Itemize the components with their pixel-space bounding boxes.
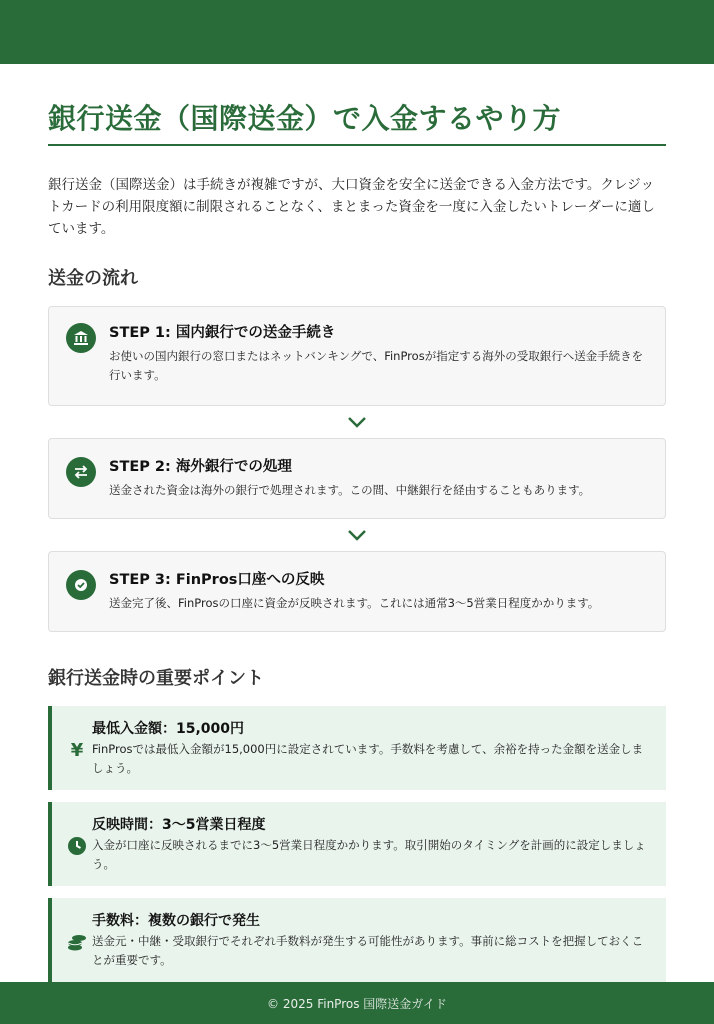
- step-title: STEP 1: 国内銀行での送金手続き: [109, 325, 336, 341]
- point-title: 反映時間：3〜5営業日程度: [92, 817, 266, 833]
- coins-icon: [66, 931, 88, 953]
- point-fees: [48, 898, 666, 982]
- flow-heading: 送金の流れ: [48, 268, 138, 289]
- step-card-3: [48, 551, 666, 632]
- step-title: STEP 2: 海外銀行での処理: [109, 459, 292, 475]
- footer: [0, 982, 714, 1024]
- step-card-2: [48, 438, 666, 519]
- footer-text: © 2025 FinPros 国際送金ガイド: [267, 996, 447, 1011]
- page-title: 銀行送金（国際送金）で入金するやり方: [48, 102, 562, 135]
- yen-icon: ¥: [70, 739, 84, 761]
- point-title: 手数料：複数の銀行で発生: [92, 913, 260, 929]
- chevron-down-icon: [48, 406, 666, 438]
- point-description: FinProsでは最低入金額が15,000円に設定されています。手数料を考慮して、余裕を持った金額を送金しましょう。: [92, 742, 644, 775]
- step-description: 送金完了後、FinProsの口座に資金が反映されます。これには通常3〜5営業日程度かかります。: [109, 596, 600, 610]
- point-minimum-deposit: [48, 706, 666, 790]
- step-list: [48, 306, 666, 632]
- points-heading: 銀行送金時の重要ポイント: [48, 668, 264, 689]
- main-content: [48, 64, 666, 994]
- step-description: お使いの国内銀行の窓口またはネットバンキングで、FinProsが指定する海外の受取銀行へ送金手続きを行います。: [109, 349, 644, 382]
- header-bar: [0, 0, 714, 64]
- exchange-icon: [66, 457, 96, 487]
- step-title: STEP 3: FinPros口座への反映: [109, 572, 325, 588]
- bank-icon: [66, 323, 96, 353]
- point-list: [48, 706, 666, 982]
- point-description: 送金元・中継・受取銀行でそれぞれ手数料が発生する可能性があります。事前に総コストを把握しておくことが重要です。: [92, 934, 644, 967]
- chevron-down-icon: [48, 519, 666, 551]
- point-title: 最低入金額：15,000円: [92, 721, 245, 737]
- check-circle-icon: [66, 570, 96, 600]
- intro-paragraph: 銀行送金（国際送金）は手続きが複雑ですが、大口資金を安全に送金できる入金方法です。クレジットカードの利用限度額に制限されることなく、まとまった資金を一度に入金したいトレーダーに適しています。: [48, 177, 655, 237]
- point-processing-time: [48, 802, 666, 886]
- step-card-1: [48, 306, 666, 406]
- title-divider: [48, 144, 666, 146]
- step-description: 送金された資金は海外の銀行で処理されます。この間、中継銀行を経由することもあります。: [109, 483, 591, 497]
- clock-icon: [66, 835, 88, 857]
- point-description: 入金が口座に反映されるまでに3〜5営業日程度かかります。取引開始のタイミングを計画的に設定しましょう。: [92, 838, 646, 871]
